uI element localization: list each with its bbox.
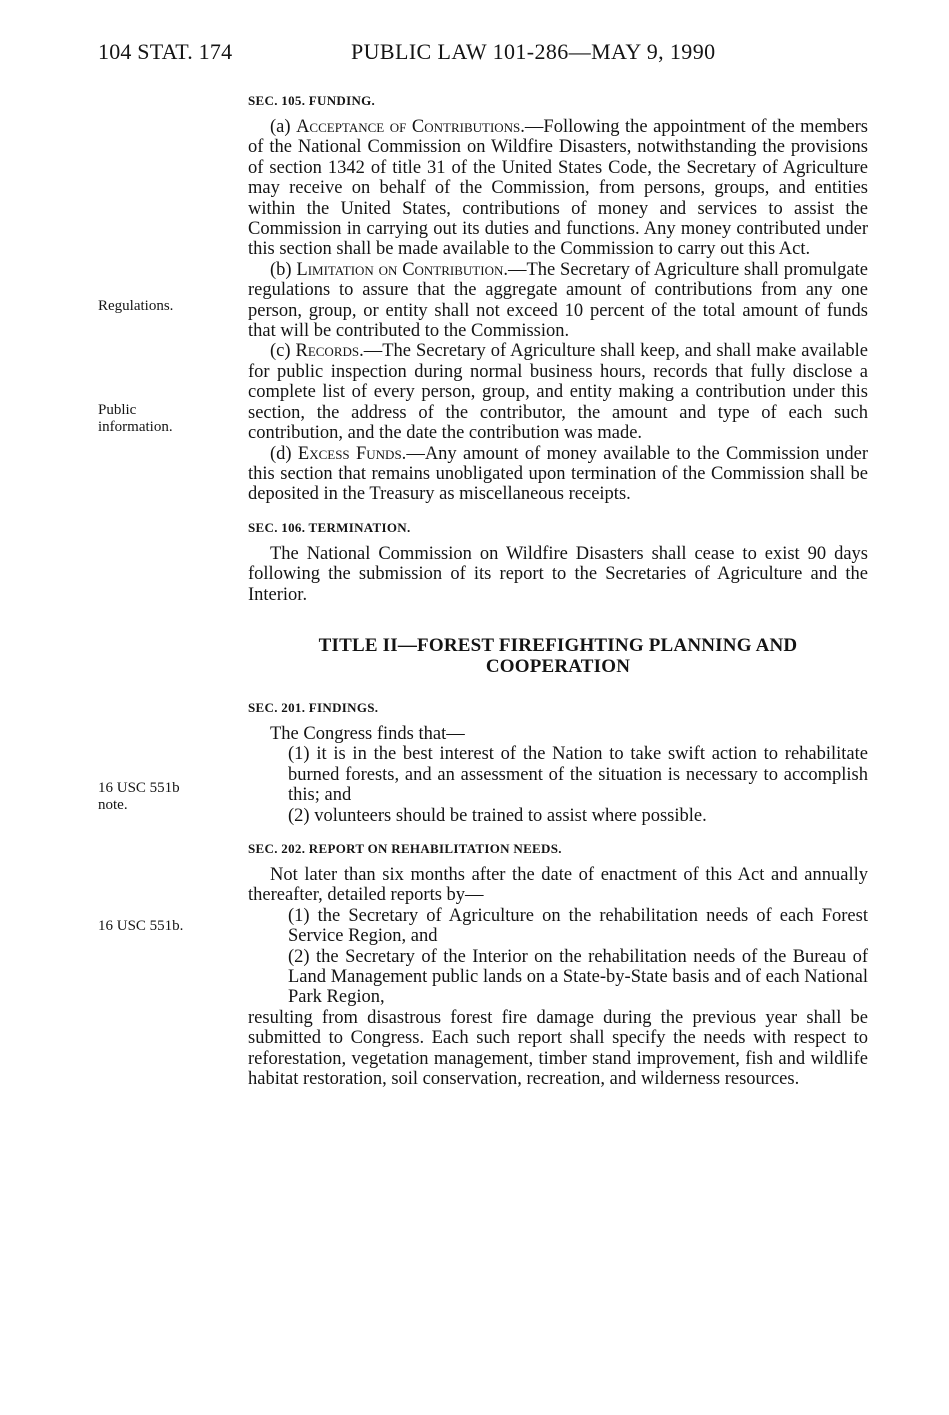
subsection-text: —Following the appointment of the members of the National Commission on Wildfire Disasters, notwithstanding the provisions of section 1342 of title 31 of the United States Code, the Secretary of Agriculture may receive on behalf of the Commission, from persons, groups, and entities within the United States, contributions of money and services to assist the Commission in carrying out its duties and functions. Any money contributed under this section shall be made available to the Commission to carry out this Act. — [248, 117, 868, 260]
subsection-caption: Limitation on Contribution. — [296, 259, 508, 280]
margin-note-line: note. — [98, 797, 128, 813]
margin-note-regulations: Regulations. — [98, 298, 174, 314]
subsection-caption: Excess Funds. — [297, 443, 407, 464]
section-202-heading: SEC. 202. REPORT ON REHABILITATION NEEDS. — [248, 840, 562, 856]
list-item: (2) volunteers should be trained to assist where possible. — [288, 805, 707, 826]
section-105-b — [248, 260, 868, 342]
running-header-title: PUBLIC LAW 101-286—MAY 9, 1990 — [351, 39, 716, 64]
margin-note-line: Public — [98, 402, 137, 418]
list-item: (1) it is in the best interest of the Nation to take swift action to rehabilitate burned forests, and an assessment of the situation is necessary to accomplish this; and — [288, 744, 868, 806]
list-item: (2) the Secretary of the Interior on the rehabilitation needs of the Bureau of Land Management public lands on a State-by-State basis and of each National Park Region, — [288, 946, 868, 1008]
statute-page-number: 104 STAT. 174 — [98, 39, 233, 64]
section-201-heading: SEC. 201. FINDINGS. — [248, 699, 379, 715]
main-text-column — [248, 92, 868, 1089]
section-201-item-1 — [248, 744, 868, 805]
margin-note-line: 16 USC 551b — [98, 780, 180, 796]
section-202-item-1 — [248, 906, 868, 947]
subsection-label: (c) — [270, 341, 296, 362]
section-105-a — [248, 117, 868, 260]
title-ii-heading-line-2: COOPERATION — [485, 655, 631, 677]
section-106-heading: SEC. 106. TERMINATION. — [248, 519, 411, 535]
section-202-closing: resulting from disastrous forest fire damage during the previous year shall be submitted to Congress. Each such report shall specify the needs with respect to reforestation, vegetation management, timber stand improvement, fish and wildlife habitat restoration, soil conservation, recreation, and wilderness resources. — [248, 1007, 868, 1090]
section-106-text: The National Commission on Wildfire Disasters shall cease to exist 90 days following the submission of its report to the Secretaries of Agriculture and the Interior. — [248, 543, 868, 605]
subsection-text: —Any amount of money available to the Commission under this section that remains unobligated upon termination of the Commission shall be deposited in the Treasury as miscellaneous receipts. — [248, 443, 868, 505]
subsection-caption: Records. — [295, 341, 364, 362]
subsection-text: —The Secretary of Agriculture shall promulgate regulations to assure that the aggregate amount of contributions from any one person, group, or entity shall not exceed 10 percent of the total amount of funds that will be contributed to the Commission. — [248, 259, 868, 342]
subsection-label: (d) — [270, 443, 298, 464]
margin-note-usc-551b-note — [98, 780, 238, 814]
section-202-item-2 — [248, 947, 868, 1008]
margin-note-usc-551b: 16 USC 551b. — [98, 918, 184, 934]
list-item: (1) the Secretary of Agriculture on the rehabilitation needs of each Forest Service Region, and — [288, 905, 868, 947]
margin-note-line: information. — [98, 419, 173, 435]
subsection-caption: Acceptance of Contributions. — [296, 117, 525, 137]
subsection-text: —The Secretary of Agriculture shall keep, and shall make available for public inspection during normal business hours, records that fully disclose a complete list of every person, group, and entity making a contribution under this section, the address of the contributor, the amount and type of each such contribution, and the date the contribution was made. — [248, 341, 868, 444]
section-202-intro: Not later than six months after the date of enactment of this Act and annually thereafter, detailed reports by— — [248, 864, 868, 906]
title-ii-heading-line-1: TITLE II—FOREST FIREFIGHTING PLANNING AND — [318, 634, 798, 656]
section-201-item-2 — [248, 806, 868, 826]
section-105-c — [248, 341, 868, 443]
subsection-label: (a) — [270, 117, 297, 137]
section-105-heading: SEC. 105. FUNDING. — [248, 93, 376, 108]
section-201-intro: The Congress finds that— — [270, 723, 465, 744]
margin-note-public-information — [98, 402, 238, 436]
section-105-d — [248, 444, 868, 505]
subsection-label: (b) — [270, 259, 297, 280]
